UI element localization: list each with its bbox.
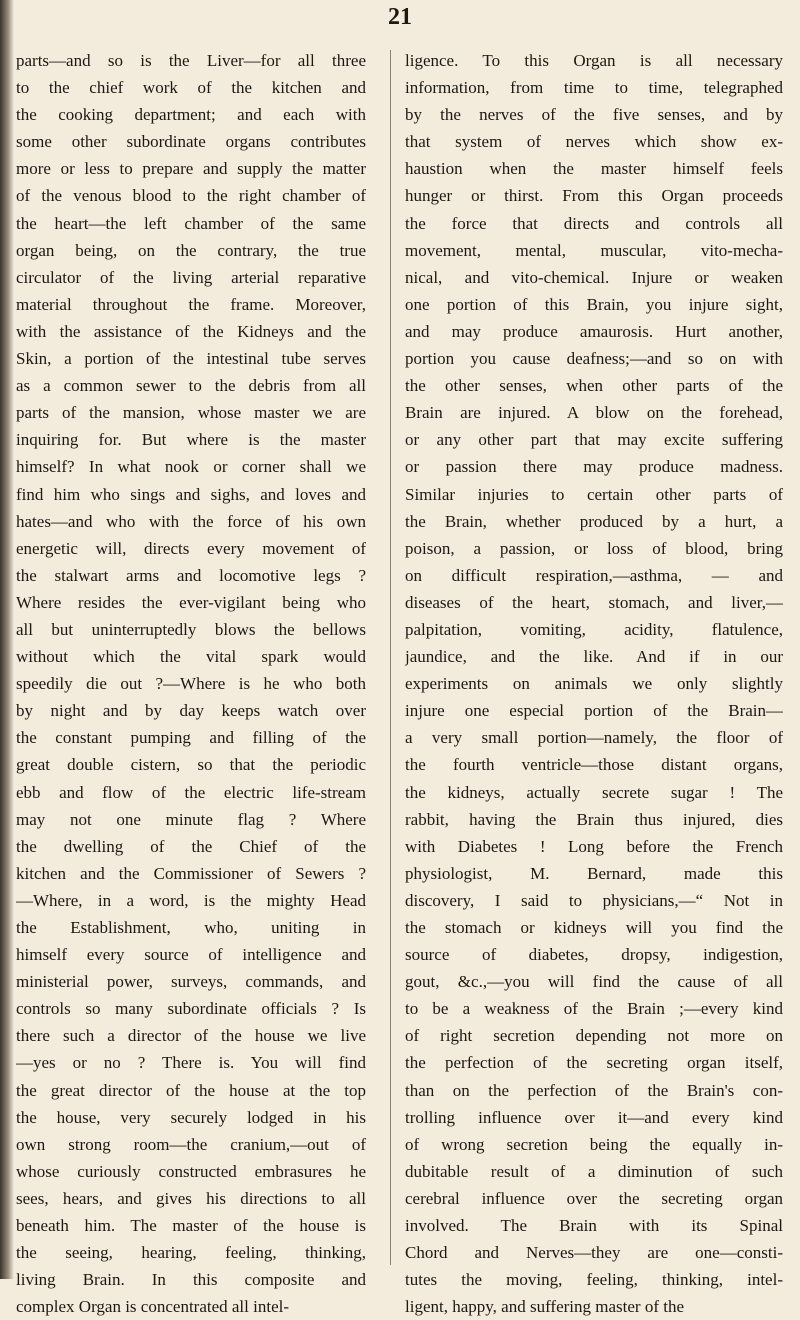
right-column-line: information, from time to time, telegraphed (405, 78, 783, 98)
left-column-line: the great director of the house at the top (16, 1080, 366, 1100)
right-column-line: poison, a passion, or loss of blood, bring (405, 538, 783, 558)
right-column-line: portion you cause deafness;—and so on with (405, 349, 783, 369)
right-column-line: the stomach or kidneys will you find the (405, 918, 783, 937)
left-column-line: there such a director of the house we live (16, 1026, 366, 1046)
right-column-line: the other senses, when other parts of the (405, 376, 783, 396)
left-column-line: as a common sewer to the debris from all (16, 376, 366, 396)
right-column-line: with Diabetes ! Long before the French (405, 836, 783, 856)
left-column-line: Where resides the ever-vigilant being who (16, 592, 366, 612)
right-column-line: movement, mental, muscular, vito-mecha- (405, 240, 783, 260)
left-column-line: all but uninterruptedly blows the bellows (16, 619, 366, 639)
left-column-line: circulator of the living arterial reparative (16, 267, 366, 287)
left-column-line: the cooking department; and each with (16, 105, 366, 125)
left-column-line: material throughout the frame. Moreover, (16, 294, 366, 314)
left-text-column (16, 47, 366, 1320)
left-column-line: the heart—the left chamber of the same (16, 213, 366, 233)
right-column-line: involved. The Brain with its Spinal (405, 1216, 783, 1236)
left-column-line: some other subordinate organs contributes (16, 132, 366, 152)
right-column-line: trolling influence over it—and every kind (405, 1107, 783, 1127)
left-column-line: ministerial power, surveys, commands, and (16, 972, 366, 992)
page-number: 21 (388, 4, 412, 30)
right-column-line: of wrong secretion being the equally in- (405, 1134, 783, 1154)
left-column-line: great double cistern, so that the periodic (16, 755, 366, 775)
right-column-line: the perfection of the secreting organ itself, (405, 1053, 783, 1073)
right-column-line: ligent, happy, and suffering master of the (405, 1297, 685, 1317)
right-column-line: injure one especial portion of the Brain— (405, 701, 783, 721)
left-column-line: sees, hears, and gives his directions to all (16, 1188, 366, 1208)
right-column-line: palpitation, vomiting, acidity, flatulence, (405, 619, 783, 639)
right-column-line: by the nerves of the five senses, and by (405, 105, 783, 125)
right-column-line: source of diabetes, dropsy, indigestion, (405, 945, 783, 965)
right-column-line: a very small portion—namely, the floor of (405, 728, 783, 748)
right-column-line: or any other part that may excite suffering (405, 430, 783, 450)
right-column-line: rabbit, having the Brain thus injured, dies (405, 809, 783, 829)
right-column-line: nical, and vito-chemical. Injure or weaken (405, 267, 783, 287)
right-column-line: jaundice, and the like. And if in our (405, 647, 783, 667)
right-column-line: ligence. To this Organ is all necessary (405, 51, 783, 70)
right-column-line: gout, &c.,—you will find the cause of all (405, 972, 783, 992)
left-column-line: beneath him. The master of the house is (16, 1216, 366, 1236)
right-column-line: experiments on animals we only slightly (405, 674, 783, 694)
left-column-line: himself every source of intelligence and (16, 945, 366, 965)
right-column-line: dubitable result of a diminution of such (405, 1161, 783, 1181)
left-column-line: with the assistance of the Kidneys and the (16, 321, 366, 341)
right-column-line: the force that directs and controls all (405, 213, 783, 233)
left-column-line: may not one minute flag ? Where (16, 809, 366, 829)
left-column-line: speedily die out ?—Where is he who both (16, 674, 366, 694)
left-column-line: to the chief work of the kitchen and (16, 78, 366, 98)
right-column-line: to be a weakness of the Brain ;—every kind (405, 999, 783, 1019)
right-column-line: cerebral influence over the secreting organ (405, 1188, 783, 1208)
right-column-line: haustion when the master himself feels (405, 159, 783, 179)
left-column-line: by night and by day keeps watch over (16, 701, 366, 721)
left-column-line: own strong room—the cranium,—out of (16, 1134, 366, 1154)
left-column-line: the Establishment, who, uniting in (16, 918, 366, 937)
left-column-line: of the venous blood to the right chamber of (16, 186, 366, 206)
left-column-line: complex Organ is concentrated all intel- (16, 1297, 290, 1317)
right-column-line: than on the perfection of the Brain's con- (405, 1080, 783, 1100)
right-column-line: that system of nerves which show ex- (405, 132, 783, 152)
left-column-line: —Where, in a word, is the mighty Head (16, 890, 366, 910)
right-column-line: Similar injuries to certain other parts of (405, 484, 783, 504)
right-column-line: one portion of this Brain, you injure sight, (405, 294, 783, 314)
left-column-line: the stalwart arms and locomotive legs ? (16, 565, 366, 585)
right-column-line: or passion there may produce madness. (405, 457, 783, 477)
left-column-line: the dwelling of the Chief of the (16, 836, 366, 856)
right-column-line: hunger or thirst. From this Organ proceeds (405, 186, 783, 206)
left-column-line: himself? In what nook or corner shall we (16, 457, 366, 477)
left-column-line: ebb and flow of the electric life-stream (16, 782, 366, 802)
left-column-line: parts of the mansion, whose master we are (16, 403, 366, 423)
left-column-line: whose curiously constructed embrasures he (16, 1161, 366, 1181)
right-column-line: the kidneys, actually secrete sugar ! The (405, 782, 783, 802)
right-column-line: diseases of the heart, stomach, and liver,— (405, 592, 783, 612)
right-column-line: Brain are injured. A blow on the forehead, (405, 403, 783, 423)
left-column-line: organ being, on the contrary, the true (16, 240, 366, 260)
right-column-line: the Brain, whether produced by a hurt, a (405, 511, 783, 531)
left-column-line: parts—and so is the Liver—for all three (16, 51, 366, 70)
right-column-line: the fourth ventricle—those distant organs, (405, 755, 783, 775)
right-column-line: Chord and Nerves—they are one—consti- (405, 1243, 783, 1263)
right-column-line: physiologist, M. Bernard, made this (405, 863, 783, 883)
left-column-line: living Brain. In this composite and (16, 1270, 366, 1290)
right-column-line: discovery, I said to physicians,—“ Not in (405, 890, 783, 910)
left-column-line: —yes or no ? There is. You will find (16, 1053, 366, 1073)
left-column-line: without which the vital spark would (16, 647, 366, 667)
left-column-line: the constant pumping and filling of the (16, 728, 366, 748)
left-column-line: find him who sings and sighs, and loves and (16, 484, 366, 504)
right-column-line: and may produce amaurosis. Hurt another, (405, 321, 783, 341)
left-column-line: energetic will, directs every movement of (16, 538, 366, 558)
left-column-line: inquiring for. But where is the master (16, 430, 366, 450)
left-column-line: Skin, a portion of the intestinal tube serves (16, 349, 366, 369)
left-column-line: kitchen and the Commissioner of Sewers ? (16, 863, 366, 883)
left-column-line: the house, very securely lodged in his (16, 1107, 366, 1127)
left-column-line: the seeing, hearing, feeling, thinking, (16, 1243, 366, 1263)
right-column-line: on difficult respiration,—asthma, — and (405, 565, 783, 585)
page-gutter-shadow (0, 0, 14, 1279)
left-column-line: hates—and who with the force of his own (16, 511, 366, 531)
column-divider (390, 50, 391, 1265)
right-text-column (405, 47, 783, 1320)
right-column-line: of right secretion depending not more on (405, 1026, 783, 1046)
left-column-line: more or less to prepare and supply the matter (16, 159, 366, 179)
left-column-line: controls so many subordinate officials ? Is (16, 999, 366, 1019)
right-column-line: tutes the moving, feeling, thinking, intel- (405, 1270, 783, 1290)
